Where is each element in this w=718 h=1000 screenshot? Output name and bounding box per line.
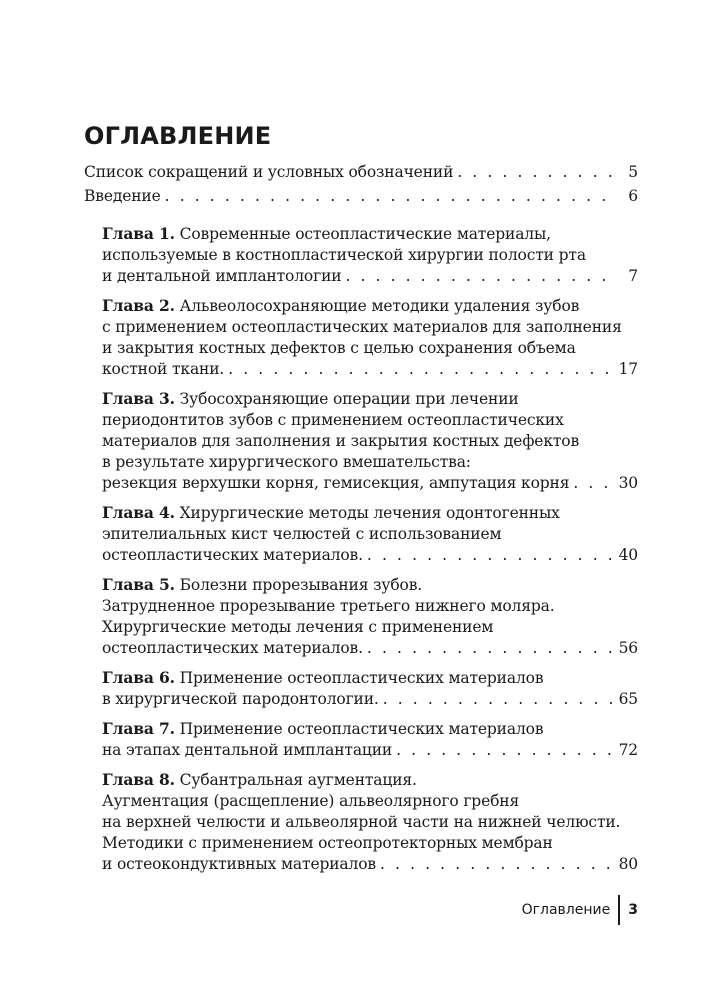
toc-entry-text (102, 669, 543, 687)
toc-entry-line (102, 410, 638, 431)
toc-entry-line (102, 574, 638, 596)
toc-entry-text (102, 597, 555, 615)
toc-entry-text (102, 689, 379, 710)
toc-page-number: 80 (618, 855, 638, 873)
toc-chapter-entry[interactable] (84, 574, 638, 659)
toc-entry-title-part: Введение (84, 187, 161, 205)
toc-entry-text (102, 638, 363, 659)
toc-chapter-entry[interactable] (84, 667, 638, 710)
toc-entry-line (102, 617, 638, 638)
toc-entry-line (102, 431, 638, 452)
chapter-label: Глава 6. (102, 668, 175, 687)
toc-entry-text (102, 246, 586, 264)
toc-entry-line (102, 473, 638, 494)
toc-entry-text (102, 390, 519, 408)
toc-entry-title-part: и остеокондуктивных материалов (102, 855, 376, 873)
toc-page-number: 40 (618, 546, 638, 564)
chapter-label: Глава 1. (102, 224, 175, 243)
toc-entry-line (102, 667, 638, 689)
footer-section-title: Оглавление (521, 902, 611, 918)
toc-entry-title-part: Список сокращений и условных обозначений (84, 163, 454, 181)
toc-entry-line (102, 388, 638, 410)
toc-entry-text (102, 473, 569, 494)
toc-entry-text (102, 545, 363, 566)
toc-entry-line (102, 545, 638, 566)
toc-entry-line (84, 186, 638, 207)
toc-page-number: 72 (618, 741, 638, 759)
toc-entry-text (102, 266, 341, 287)
toc-entry-title-part: остеопластических материалов. (102, 639, 363, 657)
toc-entry-title-part: Хирургические методы лечения одонтогенных (179, 504, 560, 522)
toc-entry-line (102, 524, 638, 545)
toc-entry-text (84, 162, 453, 183)
chapter-label: Глава 3. (102, 389, 175, 408)
toc-entry-title-part: используемые в костнопластической хирургии полости рта (102, 246, 586, 264)
toc-entry-line (102, 359, 638, 380)
toc-entry-text (102, 618, 493, 636)
toc-chapter-entry[interactable] (84, 502, 638, 566)
toc-entry-title-part: эпителиальных кист челюстей с использованием (102, 525, 502, 543)
chapter-label: Глава 5. (102, 575, 175, 594)
toc-entry-text (102, 453, 471, 471)
toc-entry-text (102, 740, 392, 761)
toc-entry-title-part: Применение остеопластических материалов (179, 669, 544, 687)
toc-entry-title-part: на этапах дентальной имплантации (102, 741, 393, 759)
chapter-label: Глава 8. (102, 770, 175, 789)
toc-entry-text (102, 834, 553, 852)
toc-entry-title-part: и дентальной имплантологии (102, 267, 342, 285)
toc-entry-title-part: периодонтитов зубов с применением остеопластических (102, 411, 564, 429)
toc-entry-title-part: Аугментация (расщепление) альвеолярного гребня (102, 792, 520, 810)
toc-entry-title-part: в результате хирургического вмешательства: (102, 453, 471, 471)
toc-chapter-entry[interactable] (84, 769, 638, 875)
dot-leader (457, 162, 616, 183)
toc-entry-text (102, 854, 376, 875)
toc-entry-line (102, 245, 638, 266)
toc-entry-text (102, 225, 551, 243)
dot-leader (380, 854, 613, 875)
toc-entry-title-part: материалов для заполнения и закрытия костных дефектов (102, 432, 580, 450)
toc-chapter-entry[interactable] (84, 295, 638, 380)
dot-leader (228, 359, 612, 380)
toc-entry-line (102, 833, 638, 854)
toc-entry-title-part: резекция верхушки корня, гемисекция, ампутация корня (102, 474, 570, 492)
dot-leader (383, 689, 613, 710)
toc-entry-title-part: Применение остеопластических материалов (179, 720, 544, 738)
toc-entry-title-part: Хирургические методы лечения с применением (102, 618, 494, 636)
toc-entry-line (102, 740, 638, 761)
page-number: 3 (628, 902, 638, 918)
toc-entry-text (102, 525, 501, 543)
toc-entry-line (102, 791, 638, 812)
toc-entry-text (102, 359, 224, 380)
toc-entry-text (102, 813, 620, 831)
toc-entry-text (102, 720, 543, 738)
toc-entry-text (102, 771, 417, 789)
toc-entry-line (102, 812, 638, 833)
toc-entry-line (102, 689, 638, 710)
toc-page-number: 65 (618, 690, 638, 708)
toc-entry-title-part: в хирургической пародонтологии. (102, 690, 379, 708)
page-footer (522, 895, 638, 925)
toc-entry-line (102, 266, 638, 287)
toc-entry-text (102, 792, 519, 810)
toc-entry-title-part: и закрытия костных дефектов с целью сохранения объема (102, 339, 576, 357)
toc-chapter-entry[interactable] (84, 718, 638, 761)
toc-entry-title-part: Болезни прорезывания зубов. (179, 576, 423, 594)
toc-entry-title-part: на верхней челюсти и альвеолярной части на нижней челюсти. (102, 813, 621, 831)
chapter-label: Глава 4. (102, 503, 175, 522)
dot-leader (367, 545, 613, 566)
toc-entry-text (84, 186, 161, 207)
toc-entry-text (102, 411, 564, 429)
toc-page-number: 17 (618, 360, 638, 378)
chapter-label: Глава 2. (102, 296, 175, 315)
toc-entry[interactable] (84, 186, 638, 207)
dot-leader (165, 186, 616, 207)
toc-entry-text (102, 432, 579, 450)
toc-chapter-entry[interactable] (84, 223, 638, 287)
toc-list (84, 162, 638, 883)
toc-entry-line (102, 452, 638, 473)
toc-entry[interactable] (84, 162, 638, 183)
toc-page-number: 5 (628, 163, 638, 181)
toc-entry-title-part: с применением остеопластических материалов для заполнения (102, 318, 622, 336)
toc-chapter-entry[interactable] (84, 388, 638, 494)
toc-entry-line (102, 317, 638, 338)
toc-entry-title-part: остеопластических материалов. (102, 546, 363, 564)
toc-page-number: 7 (628, 267, 638, 285)
toc-entry-line (102, 502, 638, 524)
toc-entry-text (102, 576, 422, 594)
toc-entry-text (102, 339, 576, 357)
chapter-label: Глава 7. (102, 719, 175, 738)
toc-entry-line (102, 223, 638, 245)
toc-entry-title-part: Затрудненное прорезывание третьего нижнего моляра. (102, 597, 555, 615)
toc-entry-title-part: Зубосохраняющие операции при лечении (179, 390, 519, 408)
dot-leader (345, 266, 616, 287)
toc-entry-line (102, 769, 638, 791)
toc-entry-line (102, 854, 638, 875)
toc-entry-title-part: костной ткани. (102, 360, 225, 378)
toc-entry-line (84, 162, 638, 183)
toc-entry-line (102, 295, 638, 317)
toc-entry-title-part: Субантральная аугментация. (179, 771, 417, 789)
toc-page-number: 6 (628, 187, 638, 205)
toc-entry-line (102, 638, 638, 659)
toc-entry-title-part: Альвеолосохраняющие методики удаления зубов (179, 297, 580, 315)
dot-leader (367, 638, 613, 659)
toc-entry-title-part: Современные остеопластические материалы, (179, 225, 551, 243)
toc-page-number: 30 (618, 474, 638, 492)
toc-entry-text (102, 318, 622, 336)
toc-entry-line (102, 718, 638, 740)
dot-leader (396, 740, 612, 761)
toc-entry-text (102, 504, 560, 522)
toc-entry-line (102, 338, 638, 359)
toc-entry-line (102, 596, 638, 617)
page-title: ОГЛАВЛЕНИЕ (84, 122, 272, 150)
toc-entry-title-part: Методики с применением остеопротекторных мембран (102, 834, 553, 852)
toc-entry-text (102, 297, 579, 315)
toc-page-number: 56 (618, 639, 638, 657)
dot-leader (573, 473, 612, 494)
